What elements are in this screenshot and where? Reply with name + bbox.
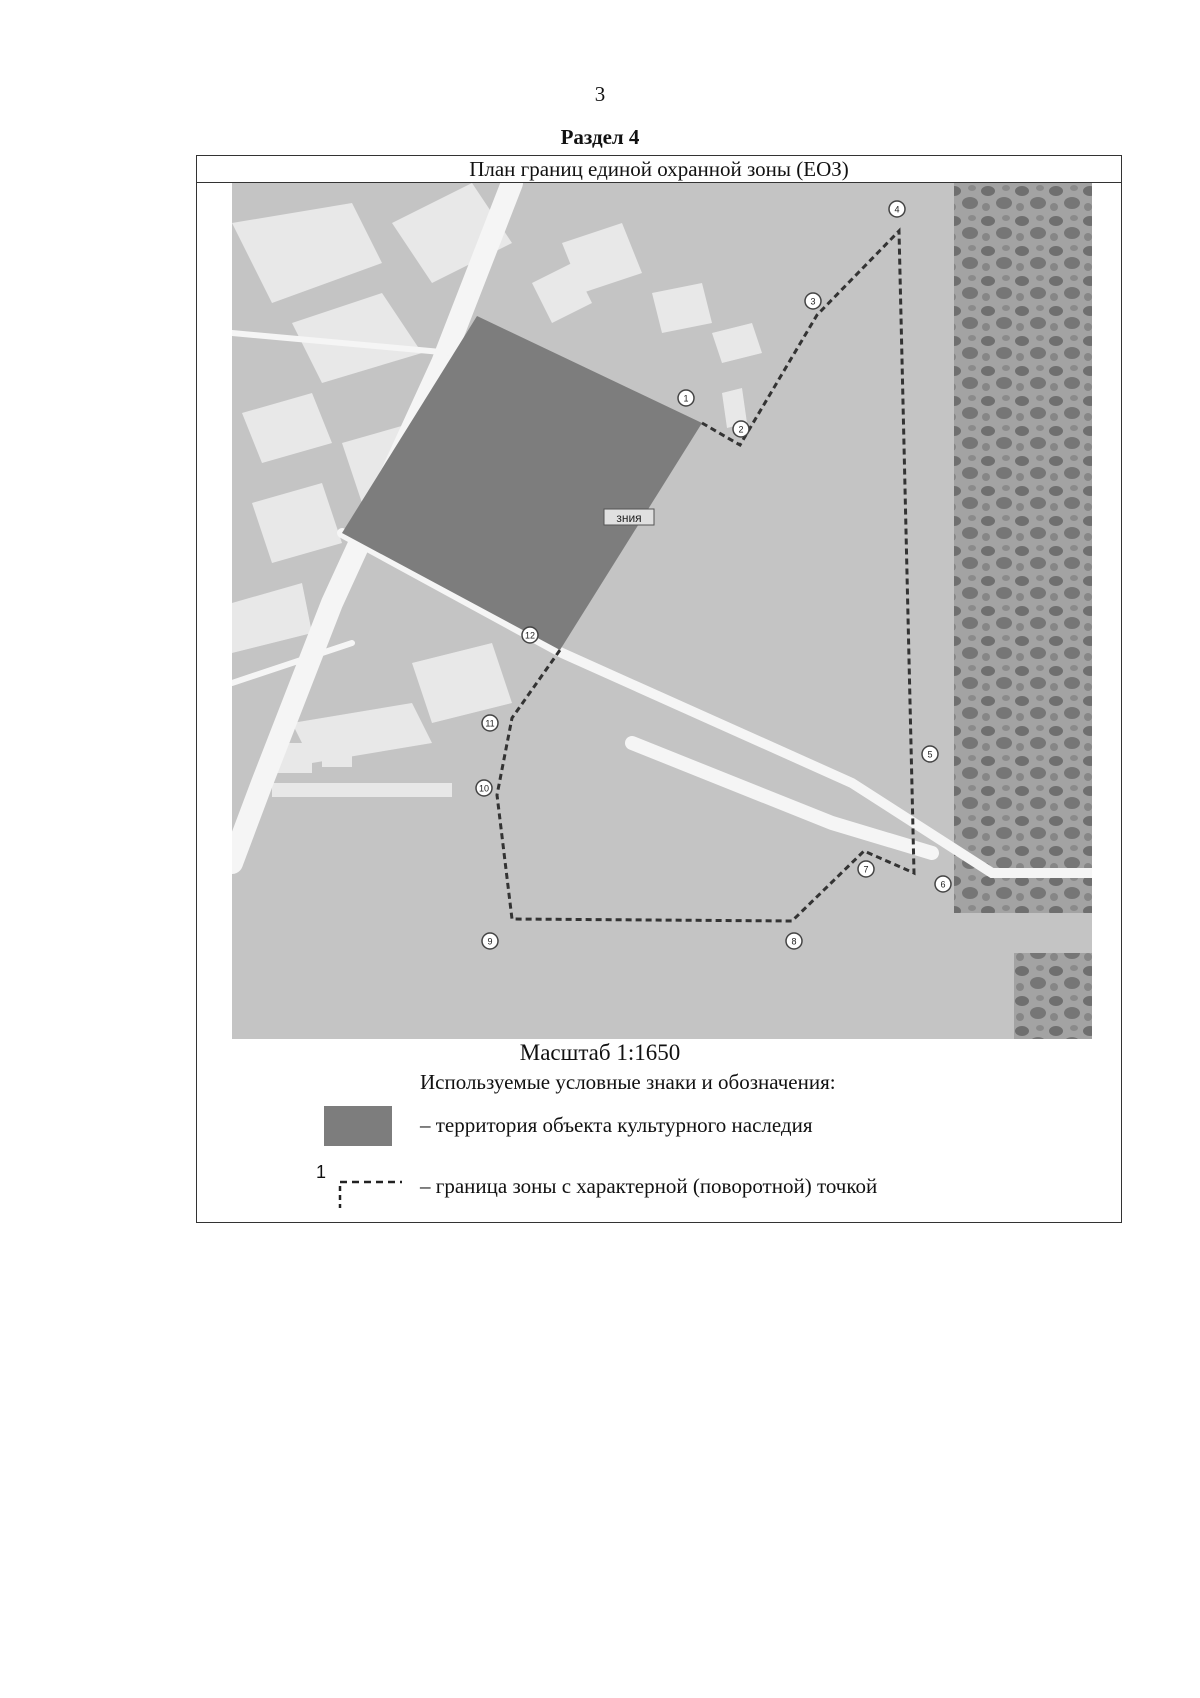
boundary-point-5	[922, 746, 938, 762]
boundary-point-11	[482, 715, 498, 731]
boundary-point-9	[482, 933, 498, 949]
forest-area	[954, 183, 1092, 913]
plan-title: План границ единой охранной зоны (ЕОЗ)	[197, 156, 1121, 183]
boundary-point-label: 2	[738, 424, 744, 435]
boundary-point-label: 9	[487, 936, 493, 947]
boundary-point-6	[935, 876, 951, 892]
boundary-point-label: 4	[894, 204, 900, 215]
dashed-boundary-line	[314, 1162, 404, 1208]
road-label: зния	[616, 511, 642, 525]
map-svg	[232, 183, 1092, 1039]
boundary-point-label: 1	[683, 393, 689, 404]
boundary-point-12	[522, 627, 538, 643]
boundary-point-10	[476, 780, 492, 796]
boundary-point-label: 7	[863, 864, 869, 875]
legend-item-heritage: – территория объекта культурного наследия	[420, 1113, 813, 1137]
boundary-point-label: 11	[485, 718, 495, 729]
boundary-point-label: 12	[524, 630, 536, 641]
boundary-point-label: 8	[791, 936, 797, 947]
boundary-point-4	[889, 201, 905, 217]
boundary-point-label: 10	[478, 783, 490, 794]
legend-title: Используемые условные знаки и обозначения:	[420, 1070, 836, 1094]
page-number: 3	[594, 82, 606, 106]
legend-item-boundary: – граница зоны с характерной (поворотной) точкой	[420, 1174, 878, 1198]
heritage-territory	[342, 316, 702, 650]
forest-lower	[1014, 953, 1092, 1039]
section-title: Раздел 4	[560, 125, 640, 149]
map-plan	[232, 183, 1092, 1039]
map-scale: Масштаб 1:1650	[519, 1040, 681, 1065]
boundary-point-3	[805, 293, 821, 309]
boundary-point-label: 5	[927, 749, 933, 760]
legend-point-number: 1	[316, 1162, 327, 1182]
boundary-point-7	[858, 861, 874, 877]
boundary-point-1	[678, 390, 694, 406]
boundary-point-label: 3	[810, 296, 816, 307]
boundary-point-8	[786, 933, 802, 949]
heritage-area-swatch	[324, 1106, 392, 1146]
boundary-point-label: 6	[940, 879, 946, 890]
boundary-point-2	[733, 421, 749, 437]
